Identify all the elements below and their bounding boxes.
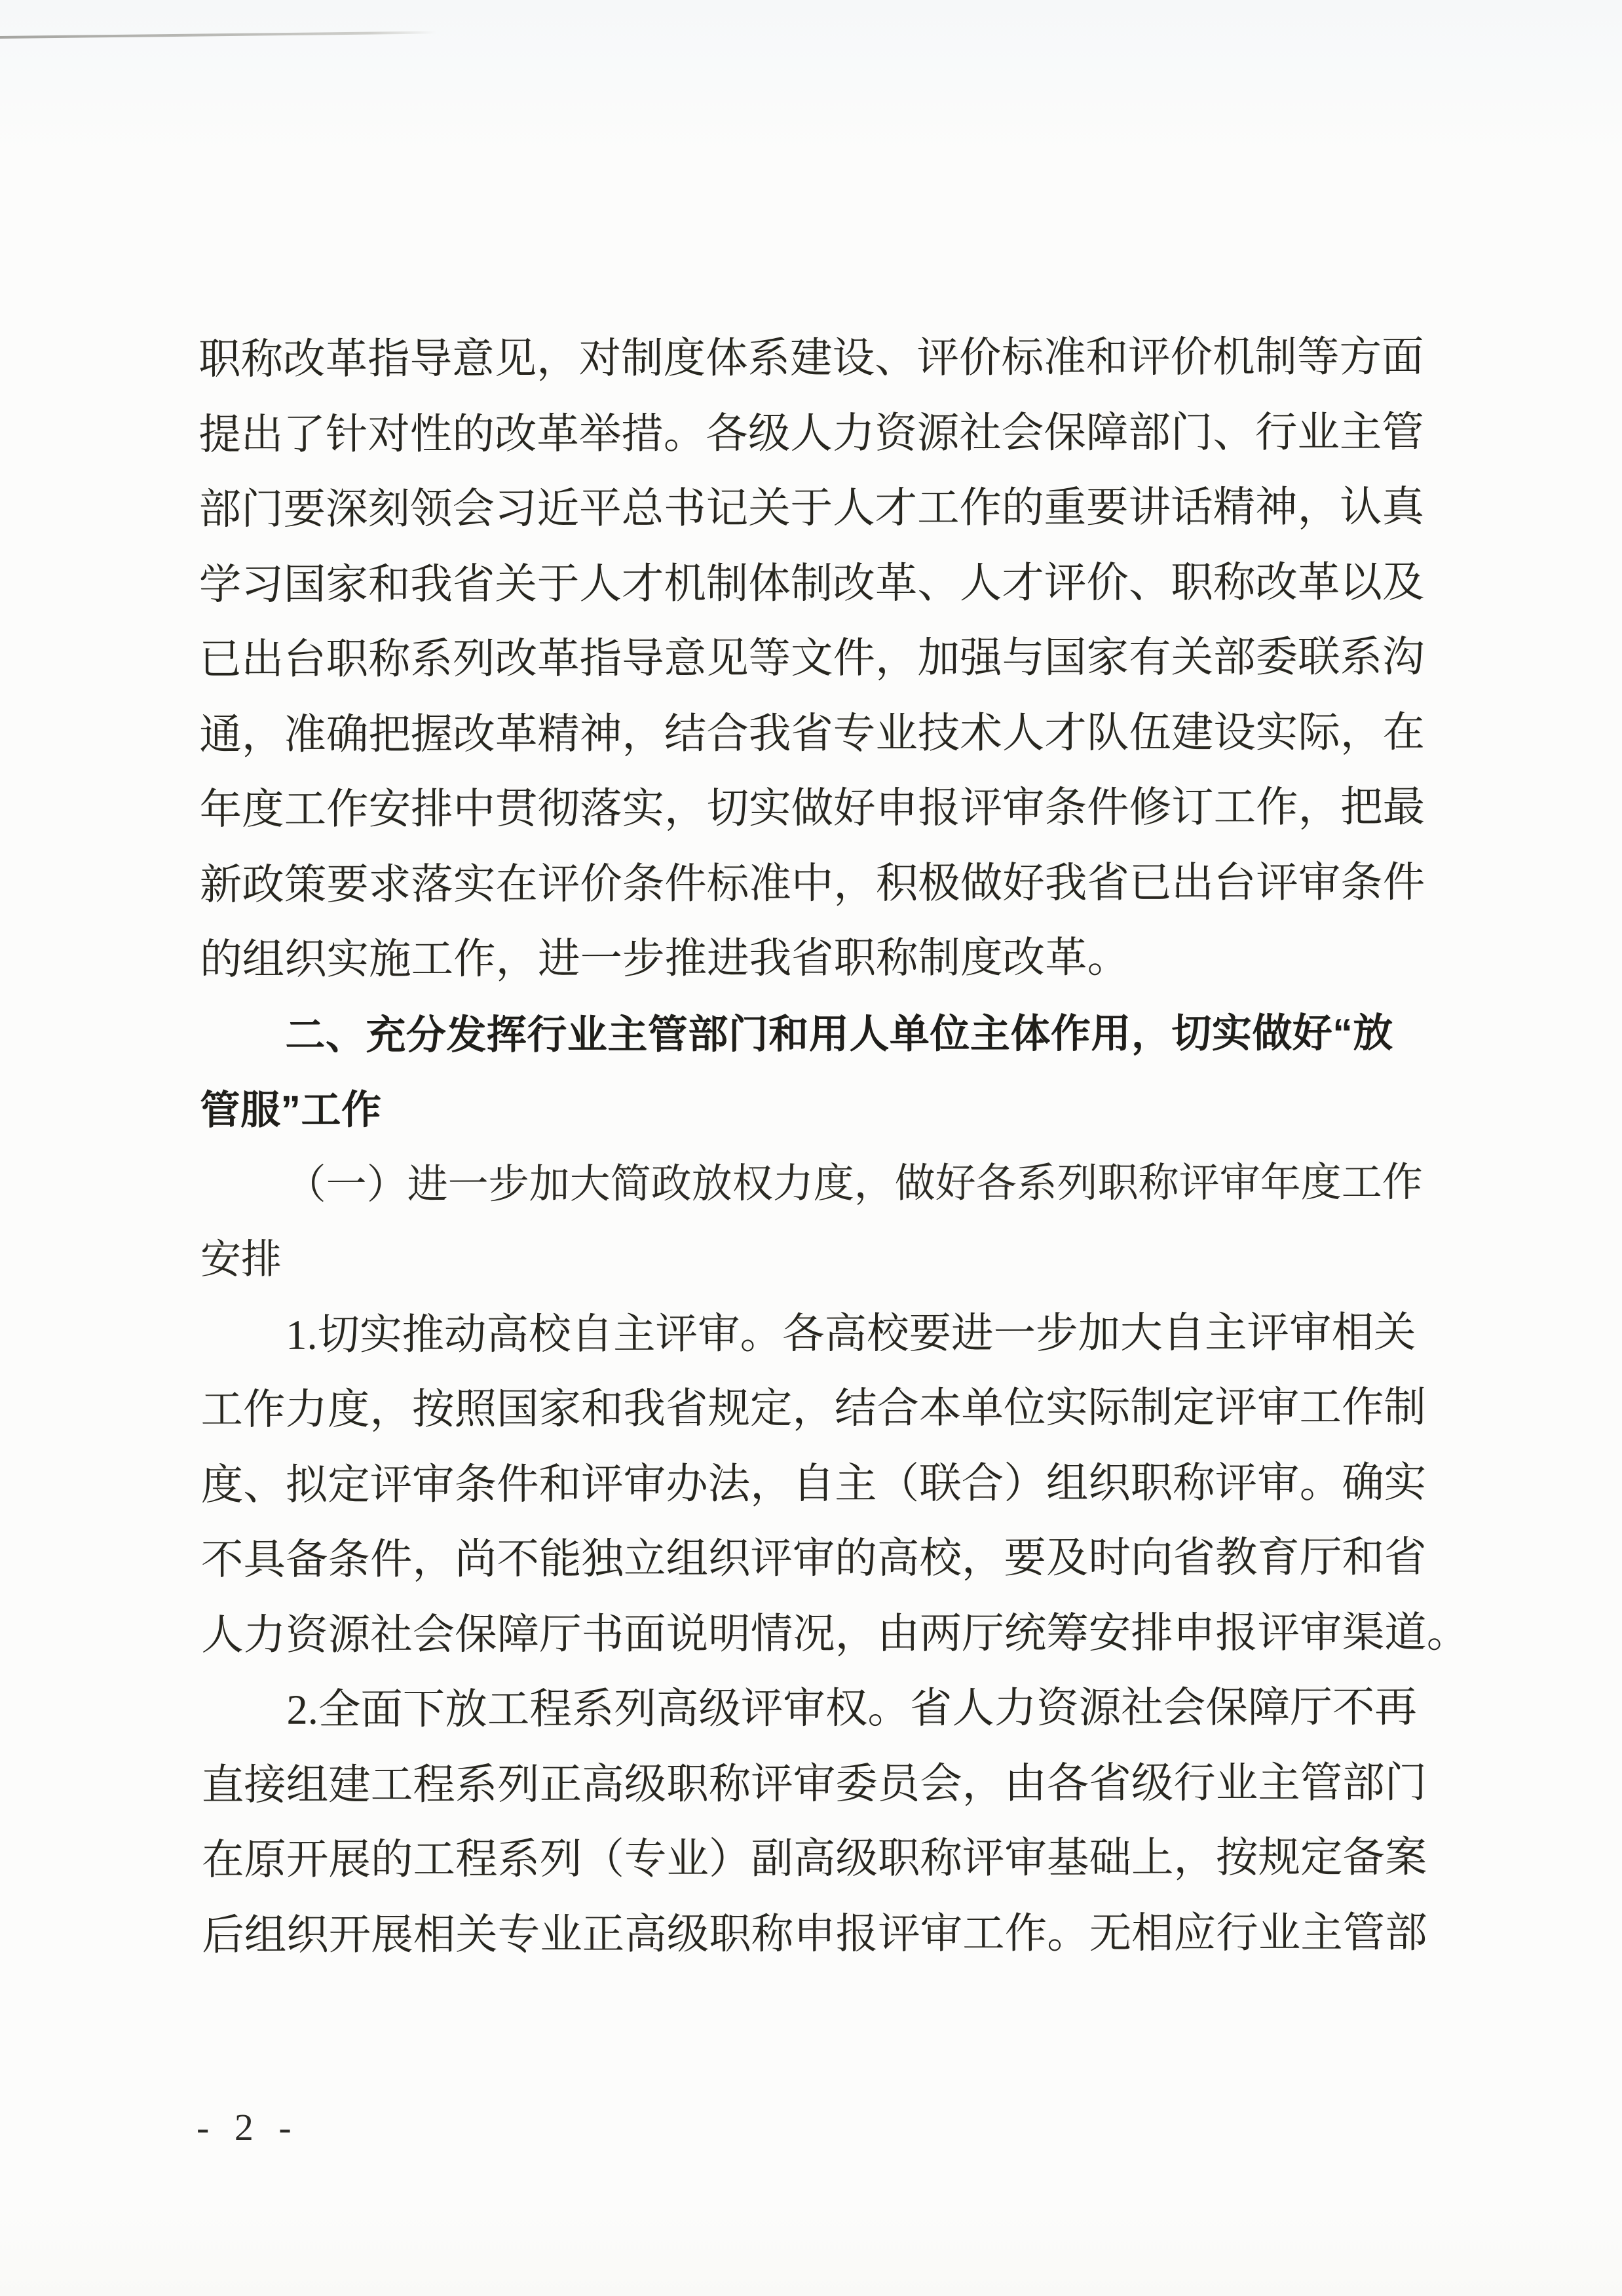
text-line-7: 年度工作安排中贯彻落实，切实做好申报评审条件修订工作，把最 — [199, 784, 1425, 833]
text-line-9: 的组织实施工作，进一步推进我省职称制度改革。 — [199, 934, 1130, 983]
text-line-13: 安排 — [200, 1237, 282, 1282]
text-line-10: 二、充分发挥行业主管部门和用人单位主体作用，切实做好“放 — [285, 1010, 1393, 1058]
text-line-12: （一）进一步加大简政放权力度，做好各系列职称评审年度工作 — [285, 1160, 1423, 1208]
text-line-22: 后组织开展相关专业正高级职称申报评审工作。无相应行业主管部 — [202, 1909, 1427, 1959]
text-line-1: 职称改革指导意见，对制度体系建设、评价标准和评价机制等方面 — [198, 334, 1424, 383]
text-line-11: 管服”工作 — [200, 1087, 382, 1132]
text-line-19: 2.全面下放工程系列高级评审权。省人力资源社会保障厅不再 — [286, 1684, 1417, 1733]
text-line-5: 已出台职称系列改革指导意见等文件，加强与国家有关部委联系沟 — [199, 634, 1425, 683]
document-body-text — [198, 320, 1512, 1973]
text-line-8: 新政策要求落实在评价条件标准中，积极做好我省已出台评审条件 — [199, 858, 1425, 908]
text-line-21: 在原开展的工程系列（专业）副高级职称评审基础上，按规定备案 — [201, 1834, 1427, 1883]
text-line-18: 人力资源社会保障厅书面说明情况，由两厅统筹安排申报评审渠道。 — [201, 1609, 1469, 1658]
text-line-20: 直接组建工程系列正高级职称评审委员会，由各省级行业主管部门 — [201, 1759, 1427, 1808]
page-number: - 2 - — [197, 2106, 299, 2149]
text-line-15: 工作力度，按照国家和我省规定，结合本单位实际制定评审工作制 — [200, 1384, 1427, 1433]
text-line-3: 部门要深刻领会习近平总书记关于人才工作的重要讲话精神，认真 — [198, 484, 1425, 533]
text-line-2: 提出了针对性的改革举措。各级人力资源社会保障部门、行业主管 — [198, 408, 1424, 458]
text-line-4: 学习国家和我省关于人才机制体制改革、人才评价、职称改革以及 — [198, 558, 1425, 608]
text-line-17: 不具备条件，尚不能独立组织评审的高校，要及时向省教育厅和省 — [200, 1534, 1427, 1583]
scan-artifact-line — [0, 31, 436, 39]
text-line-16: 度、拟定评审条件和评审办法，自主（联合）组织职称评审。确实 — [200, 1459, 1427, 1508]
text-line-14: 1.切实推动高校自主评审。各高校要进一步加大自主评审相关 — [286, 1309, 1416, 1358]
text-line-6: 通，准确把握改革精神，结合我省专业技术人才队伍建设实际，在 — [199, 708, 1425, 758]
